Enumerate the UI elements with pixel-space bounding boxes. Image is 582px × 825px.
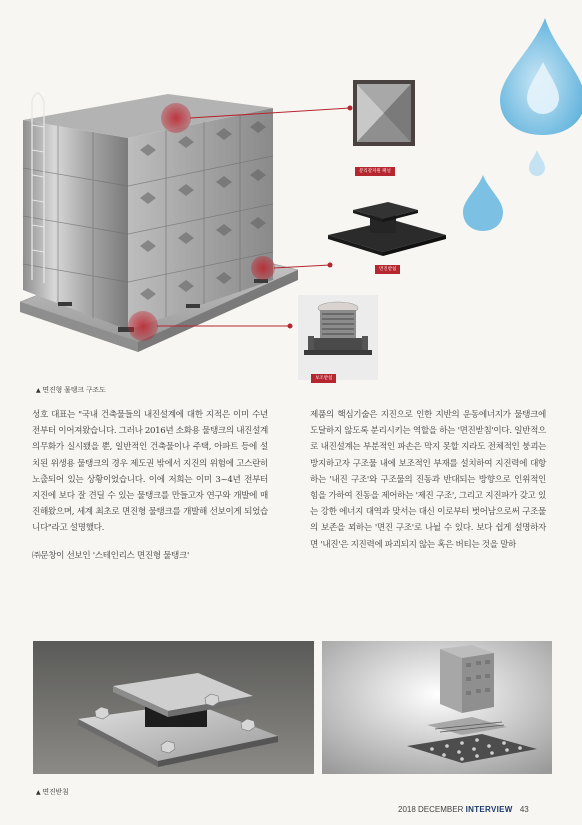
article-paragraph: 제품의 핵심기술은 지진으로 인한 지반의 운동에너지가 물탱크에 도달하지 않도록 분리시키는 역할을 하는 '면진받침'이다. 일반적으로 내진설계는 부분적인 파손은 막지 못할 지라도 전체적인 붕괴는 방지하고자 구조물 내에 보조적인 부재를 설치하여 지진력에 대항하는 '내진 구조'와 구조물의 진동과 반대되는 방향으로 인위적인 힘을 가하여 진동을 제어하는 '제진 구조', 그리고 지진파가 갖고 있는 강한 에너지 대역과 맞서는 대신 이로부터 벗어남으로써 구조물의 보존을 꾀하는 '면진 구조'로 나뉠 수 있다. 보다 쉽게 설명하자면 '내진'은 지진력에 파괴되지 않는 혹은 버티는 것을 말하 xyxy=(310,410,546,550)
bearing-photo xyxy=(33,641,314,774)
magazine-name: INTERVIEW xyxy=(465,805,513,814)
top-figure-caption-text: 면진형 물탱크 구조도 xyxy=(42,386,106,394)
highlight-bearing-spot xyxy=(251,256,275,280)
small-drop-icon xyxy=(529,150,545,176)
article-right-column xyxy=(310,407,546,553)
water-drop-decoration xyxy=(455,0,582,250)
auxiliary-bearing-inset xyxy=(298,295,378,380)
tank-exploded-photo xyxy=(322,641,552,774)
separation-panel-inset xyxy=(353,80,415,146)
article-paragraph: ㈜문창이 선보인 '스테인리스 면진형 물탱크' xyxy=(32,550,189,561)
callout-panel-label: 분리갈지원 패널 xyxy=(355,167,395,176)
page-number: 43 xyxy=(519,805,529,814)
tank-structure-illustration xyxy=(18,80,448,380)
bottom-figure-caption-text: 면진받침 xyxy=(42,788,69,796)
medium-drop-icon xyxy=(463,175,503,231)
callout-sub-bearing-label: 보조받침 xyxy=(311,374,336,383)
triangle-marker-icon: ▲ xyxy=(36,387,41,394)
article-paragraph: 성호 대표는 "국내 건축물들의 내진설계에 대한 지적은 이미 수년 전부터 이어져왔습니다. 그러나 2016년 소화용 물탱크의 내진설계 의무화가 실시됐을 뿐, 일반적인 건축물이나 주택, 아파트 등에 설치된 위생용 물탱크의 경우 제도권 밖에서 지진의 위험에 고스란히 노출되어 있는 상황이었습니다. 이에 저희는 이미 3~4년 전부터 지진에 보다 잘 견딜 수 있는 물탱크를 만들고자 연구와 개발에 매진해왔으며, 세계 최초로 면진형 물탱크를 개발해 선보이게 되었습니다"라고 설명했다. xyxy=(32,410,268,534)
callout-bearing-label: 면진받침 xyxy=(375,265,400,274)
article-left-column xyxy=(32,407,268,564)
issue-date: 2018 DECEMBER xyxy=(398,805,464,814)
seismic-bearing-inset xyxy=(328,202,446,256)
top-figure-caption xyxy=(36,385,106,395)
page-footer xyxy=(398,805,529,814)
bottom-figure-caption xyxy=(36,787,69,797)
triangle-marker-icon: ▲ xyxy=(36,789,41,796)
highlight-panel-spot xyxy=(161,103,191,133)
highlight-sub-bearing-spot xyxy=(128,311,158,341)
